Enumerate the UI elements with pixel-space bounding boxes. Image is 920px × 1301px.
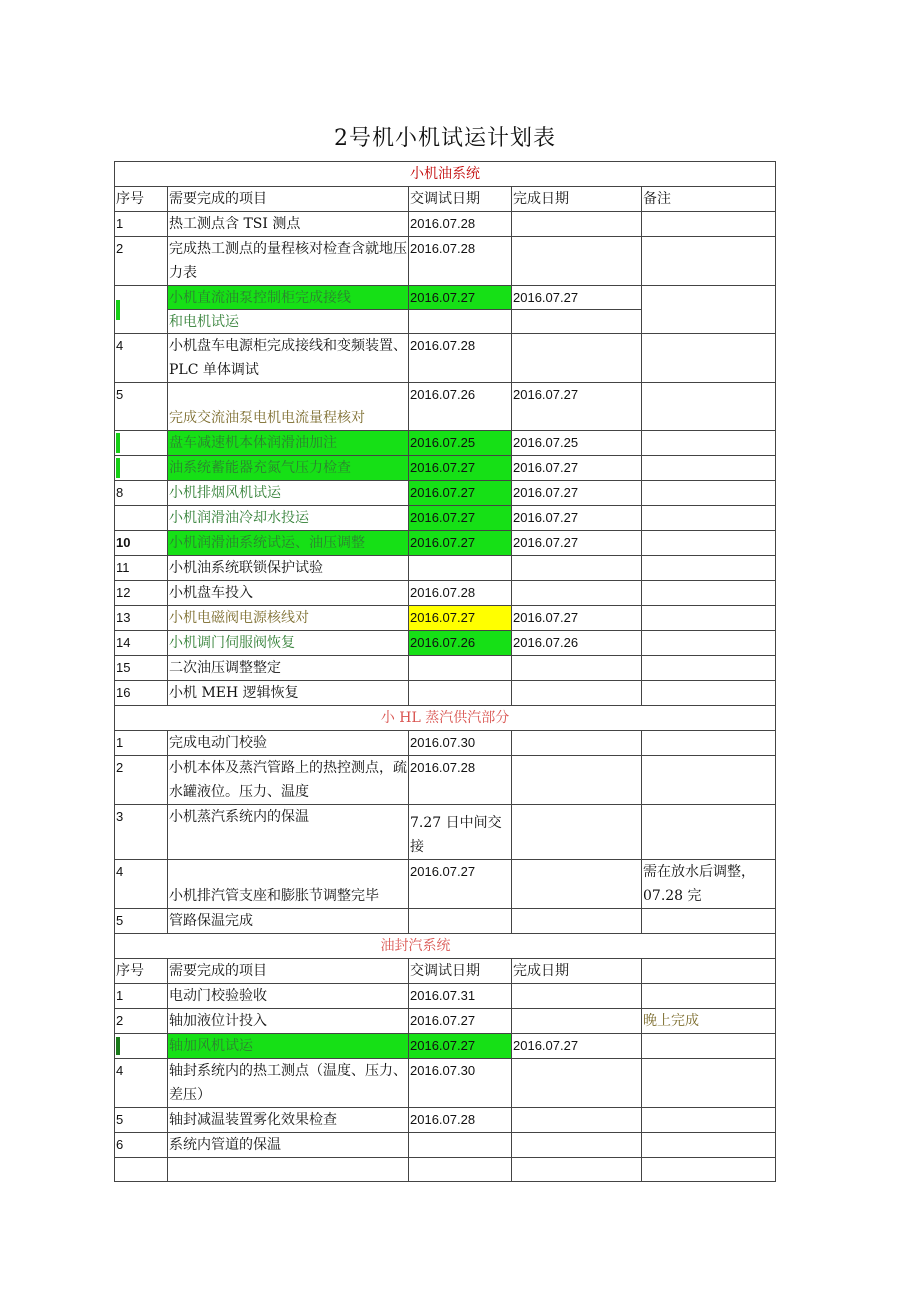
row-no: 2 [115,756,168,805]
row-item: 热工测点含 TSI 测点 [168,212,409,237]
row-remark [642,909,776,934]
row-remark [642,456,776,481]
row-done [512,1009,642,1034]
row-remark: 需在放水后调整，07.28 完 [642,860,776,909]
table-row [115,631,776,656]
status-marker-icon [116,1037,120,1055]
row-remark [642,1158,776,1182]
row-done [512,334,642,383]
row-handover: 2016.07.31 [409,984,512,1009]
row-item: 小机油系统联锁保护试验 [168,556,409,581]
table-row [115,506,776,531]
row-item: 完成电动门校验 [168,731,409,756]
row-done: 2016.07.26 [512,631,642,656]
row-no: 5 [115,1108,168,1133]
row-remark [642,212,776,237]
row-done: 2016.07.27 [512,481,642,506]
row-no: 6 [115,1133,168,1158]
row-done [512,237,642,286]
header-item: 需要完成的项目 [168,959,409,984]
row-done [512,805,642,860]
row-handover: 2016.07.28 [409,237,512,286]
table-row [115,681,776,706]
row-done [512,681,642,706]
table-row [115,431,776,456]
row-handover: 2016.07.27 [409,481,512,506]
row-no: 4 [115,860,168,909]
header-handover: 交调试日期 [409,959,512,984]
table-row [115,531,776,556]
row-item: 电动门校验验收 [168,984,409,1009]
row-done [512,860,642,909]
row-item: 完成交流油泵电机电流量程核对 [168,383,409,431]
row-remark [642,334,776,383]
row-done [512,1108,642,1133]
row-remark [642,805,776,860]
row-remark [642,631,776,656]
row-done [512,556,642,581]
row-no: 8 [115,481,168,506]
table-row [115,731,776,756]
row-handover: 2016.07.28 [409,334,512,383]
table-row [115,1108,776,1133]
row-no: 1 [115,212,168,237]
row-done: 2016.07.27 [512,1034,642,1059]
section-header-row [115,706,776,731]
section-title-oil: 小机油系统 [115,162,776,187]
table-row [115,860,776,909]
row-done: 2016.07.27 [512,531,642,556]
row-no [115,1034,168,1059]
row-no [115,506,168,531]
row-handover: 2016.07.26 [409,631,512,656]
row-no: 12 [115,581,168,606]
row-no: 5 [115,909,168,934]
row-remark [642,681,776,706]
row-remark [642,756,776,805]
row-item: 小机电磁阀电源核线对 [168,606,409,631]
status-marker-icon [116,300,120,320]
row-item: 二次油压调整整定 [168,656,409,681]
table-row [115,909,776,934]
table-row [115,581,776,606]
row-item: 小机直流油泵控制柜完成接线 和电机试运 [168,286,409,334]
row-item [168,1158,409,1182]
row-done [512,656,642,681]
row-no [115,1158,168,1182]
row-handover: 2016.07.30 [409,1059,512,1108]
row-remark [642,1108,776,1133]
table-row [115,1034,776,1059]
row-no: 16 [115,681,168,706]
table-row [115,606,776,631]
row-item: 小机盘车电源柜完成接线和变频装置、PLC 单体调试 [168,334,409,383]
row-handover: 2016.07.26 [409,383,512,431]
row-handover: 2016.07.28 [409,1108,512,1133]
row-item: 小机蒸汽系统内的保温 [168,805,409,860]
row-item: 小机润滑油系统试运、油压调整 [168,531,409,556]
row-item: 管路保温完成 [168,909,409,934]
row-item: 小机本体及蒸汽管路上的热控测点，疏水罐液位。压力、温度 [168,756,409,805]
row-done [512,212,642,237]
row-item: 小机润滑油冷却水投运 [168,506,409,531]
row-done: 2016.07.25 [512,431,642,456]
row-handover: 2016.07.27 [409,860,512,909]
row-no: 4 [115,334,168,383]
row-item: 轴加液位计投入 [168,1009,409,1034]
table-row [115,1059,776,1108]
row-handover [409,1133,512,1158]
row-done [512,984,642,1009]
row-no: 2 [115,1009,168,1034]
row-handover: 2016.07.27 [409,606,512,631]
row-done: 2016.07.27 [512,606,642,631]
row-handover: 2016.07.27 [409,531,512,556]
row-no [115,456,168,481]
row-handover: 2016.07.30 [409,731,512,756]
table-row [115,456,776,481]
row-remark [642,1059,776,1108]
row-no: 13 [115,606,168,631]
row-remark [642,286,776,334]
section-title-seal: 油封汽系统 [115,934,776,959]
row-no: 2 [115,237,168,286]
row-item: 系统内管道的保温 [168,1133,409,1158]
row-done: 2016.07.27 [512,383,642,431]
row-handover [409,656,512,681]
row-remark: 晚上完成 [642,1009,776,1034]
row-item: 小机排汽管支座和膨胀节调整完毕 [168,860,409,909]
row-remark [642,431,776,456]
header-row [115,959,776,984]
row-item: 小机调门伺服阀恢复 [168,631,409,656]
row-remark [642,506,776,531]
row-done [512,731,642,756]
row-remark [642,984,776,1009]
status-marker-icon [116,458,120,478]
row-item: 小机 MEH 逻辑恢复 [168,681,409,706]
section-header-row [115,162,776,187]
row-handover [409,681,512,706]
page-title: 2号机小机试运计划表 [334,126,556,151]
header-done: 完成日期 [512,959,642,984]
row-no [115,431,168,456]
table-row [115,756,776,805]
row-item: 轴封系统内的热工测点（温度、压力、差压） [168,1059,409,1108]
row-item: 油系统蓄能器充氮气压力检查 [168,456,409,481]
row-handover: 2016.07.25 [409,431,512,456]
row-done [512,1158,642,1182]
header-done: 完成日期 [512,187,642,212]
row-no: 4 [115,1059,168,1108]
table-row [115,481,776,506]
table-row [115,556,776,581]
header-no: 序号 [115,959,168,984]
header-remark: 备注 [642,187,776,212]
row-item: 轴封减温装置雾化效果检查 [168,1108,409,1133]
row-handover: 2016.07.27 [409,506,512,531]
row-handover: 2016.07.28 [409,581,512,606]
row-item: 盘车减速机本体润滑油加注 [168,431,409,456]
row-no: 3 [115,805,168,860]
row-handover: 2016.07.28 [409,756,512,805]
row-handover: 2016.07.27 [409,286,512,334]
row-done [512,909,642,934]
row-handover [409,556,512,581]
row-done [512,1059,642,1108]
row-done: 2016.07.27 [512,506,642,531]
row-remark [642,237,776,286]
row-done [512,1133,642,1158]
status-marker-icon [116,433,120,453]
table-row [115,334,776,383]
header-remark [642,959,776,984]
table-row [115,286,776,334]
row-item: 小机盘车投入 [168,581,409,606]
row-remark [642,383,776,431]
row-remark [642,481,776,506]
row-no: 1 [115,731,168,756]
table-row [115,1158,776,1182]
row-remark [642,606,776,631]
row-done [512,581,642,606]
row-remark [642,556,776,581]
row-handover: 2016.07.27 [409,1009,512,1034]
row-remark [642,731,776,756]
row-remark [642,1133,776,1158]
header-no: 序号 [115,187,168,212]
table-row [115,212,776,237]
row-no: 11 [115,556,168,581]
row-remark [642,656,776,681]
row-handover: 2016.07.27 [409,1034,512,1059]
row-no: 10 [115,531,168,556]
section-header-row [115,934,776,959]
row-handover: 2016.07.27 [409,456,512,481]
row-done [512,756,642,805]
row-handover: 7.27 日中间交接 [409,805,512,860]
row-done: 2016.07.27 [512,286,642,334]
row-item: 轴加风机试运 [168,1034,409,1059]
table-row [115,383,776,431]
row-item: 完成热工测点的量程核对检查含就地压力表 [168,237,409,286]
row-no: 5 [115,383,168,431]
row-no: 15 [115,656,168,681]
row-no: 14 [115,631,168,656]
table-row [115,805,776,860]
row-handover [409,1158,512,1182]
table-row [115,1133,776,1158]
row-handover [409,909,512,934]
row-item: 小机排烟风机试运 [168,481,409,506]
header-handover: 交调试日期 [409,187,512,212]
row-done: 2016.07.27 [512,456,642,481]
header-row [115,187,776,212]
table-row [115,237,776,286]
row-handover: 2016.07.28 [409,212,512,237]
row-no [115,286,168,334]
section-title-steam: 小 HL 蒸汽供汽部分 [115,706,776,731]
table-row [115,656,776,681]
header-item: 需要完成的项目 [168,187,409,212]
table-row [115,1009,776,1034]
row-remark [642,1034,776,1059]
table-row [115,984,776,1009]
row-remark [642,581,776,606]
row-no: 1 [115,984,168,1009]
row-remark [642,531,776,556]
plan-table [114,161,776,1182]
